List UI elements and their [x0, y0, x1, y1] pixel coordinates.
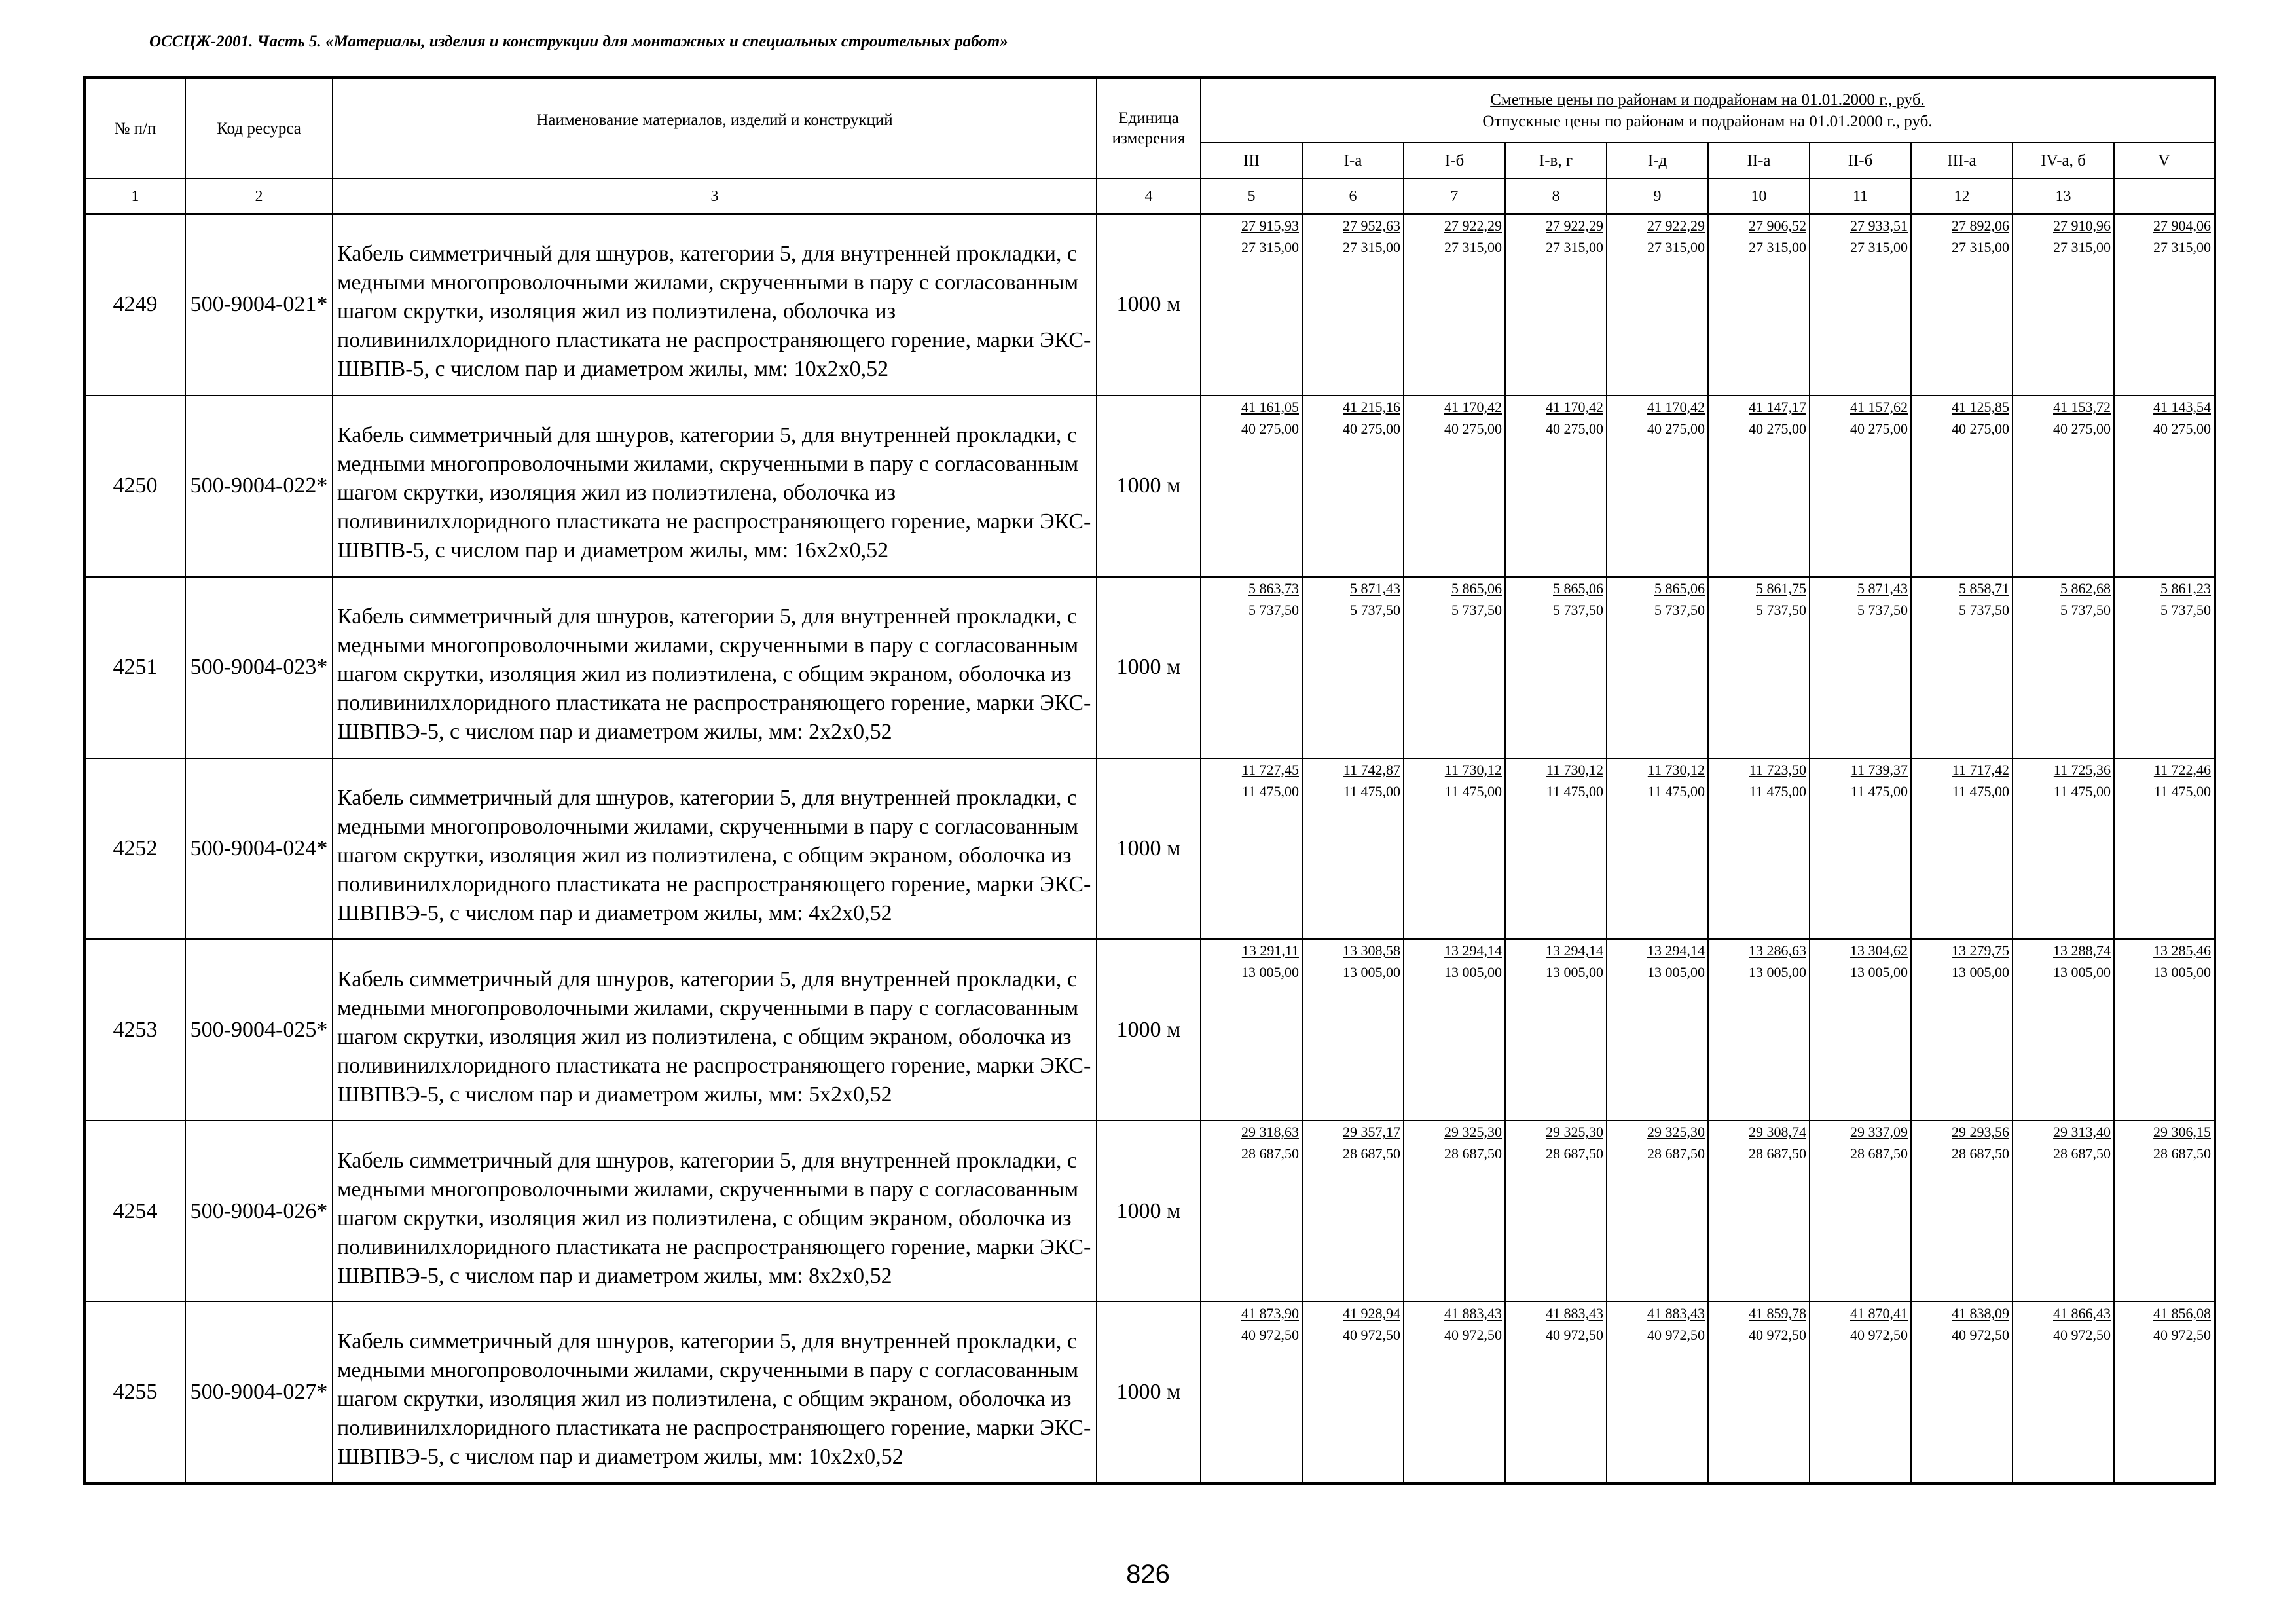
table-body [84, 214, 2215, 1483]
estimate-price: 41 883,43 [1546, 1305, 1603, 1322]
price-cell [1911, 1302, 2013, 1483]
region-header: V [2114, 143, 2215, 179]
item-number: 4255 [84, 1302, 185, 1483]
estimate-price: 13 304,62 [1850, 942, 1908, 959]
release-price: 27 315,00 [1749, 239, 1806, 255]
estimate-price: 13 279,75 [1952, 942, 2009, 959]
price-cell [1201, 758, 1302, 940]
estimate-price: 13 286,63 [1749, 942, 1806, 959]
estimate-price: 5 865,06 [1451, 580, 1502, 597]
estimate-price: 29 357,17 [1343, 1124, 1400, 1141]
estimate-price: 41 170,42 [1546, 398, 1603, 415]
price-cell [1505, 758, 1607, 940]
price-cell [1607, 1120, 1708, 1302]
price-cell [1505, 577, 1607, 758]
estimate-price: 13 288,74 [2053, 942, 2111, 959]
column-number-row [84, 179, 2215, 214]
estimate-price: 5 865,06 [1654, 580, 1705, 597]
release-price: 27 315,00 [1546, 239, 1603, 255]
release-price: 27 315,00 [1241, 239, 1299, 255]
estimate-price: 11 739,37 [1850, 761, 1908, 778]
item-description: Кабель симметричный для шнуров, категории 5, для внутренней прокладки, с медными многопроволочными жилами, скрученными в пару с согласованным шагом скрутки, изоляция жил из полиэтилена, с общим экраном, оболочка из поливинилхлоридного пластиката не распространяющего горение, марки ЭКС-ШВПВЭ-5, с числом пар и диаметром жилы, мм: 2х2х0,52 [333, 577, 1097, 758]
release-price: 28 687,50 [1952, 1145, 2009, 1162]
estimate-price: 27 910,96 [2053, 217, 2111, 234]
item-number: 4250 [84, 396, 185, 577]
estimate-price: 5 861,75 [1756, 580, 1806, 597]
estimate-price: 13 285,46 [2153, 942, 2212, 959]
region-header: III-а [1911, 143, 2013, 179]
price-cell [1911, 1120, 2013, 1302]
region-header: II-б [1810, 143, 1911, 179]
price-cell [2114, 577, 2215, 758]
price-cell [1505, 1302, 1607, 1483]
estimate-price: 41 838,09 [1952, 1305, 2009, 1322]
price-cell [1810, 577, 1911, 758]
release-price: 40 972,50 [1952, 1327, 2009, 1344]
price-cell [1810, 1302, 1911, 1483]
price-cell [1911, 758, 2013, 940]
release-price: 28 687,50 [2153, 1145, 2212, 1162]
table-row [84, 577, 2215, 758]
unit-of-measure: 1000 м [1097, 577, 1201, 758]
unit-of-measure: 1000 м [1097, 1302, 1201, 1483]
page-header: ОССЦЖ-2001. Часть 5. «Материалы, изделия и конструкции для монтажных и специальных строительных работ» [149, 33, 1008, 50]
price-cell [1607, 577, 1708, 758]
column-number: 5 [1201, 179, 1302, 214]
release-price: 13 005,00 [1546, 964, 1603, 981]
price-cell [1708, 214, 1810, 396]
release-price: 5 737,50 [1654, 601, 1705, 618]
estimate-price: 27 922,29 [1444, 217, 1502, 234]
price-cell [1607, 939, 1708, 1120]
price-cell [2013, 939, 2114, 1120]
estimate-price: 27 922,29 [1647, 217, 1705, 234]
estimate-price: 41 883,43 [1444, 1305, 1502, 1322]
table-row [84, 214, 2215, 396]
resource-code: 500-9004-024* [185, 758, 333, 940]
estimate-price: 13 294,14 [1647, 942, 1705, 959]
column-number: 8 [1505, 179, 1607, 214]
price-cell [1302, 1302, 1404, 1483]
item-number: 4251 [84, 577, 185, 758]
release-price: 11 475,00 [1749, 783, 1806, 800]
estimate-price: 41 859,78 [1749, 1305, 1806, 1322]
header-release-prices: Отпускные цены по районам и подрайонам на 01.01.2000 г., руб. [1482, 112, 1933, 130]
release-price: 28 687,50 [1647, 1145, 1705, 1162]
price-cell [1607, 214, 1708, 396]
price-cell [1404, 758, 1505, 940]
estimate-price: 41 856,08 [2153, 1305, 2212, 1322]
estimate-price: 29 318,63 [1241, 1124, 1299, 1141]
header-num: № п/п [84, 77, 185, 179]
release-price: 27 315,00 [1850, 239, 1908, 255]
item-description: Кабель симметричный для шнуров, категории 5, для внутренней прокладки, с медными многопроволочными жилами, скрученными в пару с согласованным шагом скрутки, изоляция жил из полиэтилена, с общим экраном, оболочка из поливинилхлоридного пластиката не распространяющего горение, марки ЭКС-ШВПВЭ-5, с числом пар и диаметром жилы, мм: 4х2х0,52 [333, 758, 1097, 940]
header-code: Код ресурса [185, 77, 333, 179]
estimate-price: 41 866,43 [2053, 1305, 2111, 1322]
price-cell [1810, 396, 1911, 577]
unit-of-measure: 1000 м [1097, 758, 1201, 940]
price-cell [1404, 1302, 1505, 1483]
price-cell [1607, 758, 1708, 940]
column-number: 12 [1911, 179, 2013, 214]
column-number: 11 [1810, 179, 1911, 214]
release-price: 27 315,00 [2153, 239, 2212, 255]
price-cell [1505, 1120, 1607, 1302]
release-price: 5 737,50 [1451, 601, 1502, 618]
release-price: 13 005,00 [1952, 964, 2009, 981]
item-number: 4249 [84, 214, 185, 396]
estimate-price: 41 883,43 [1647, 1305, 1705, 1322]
item-description: Кабель симметричный для шнуров, категории 5, для внутренней прокладки, с медными многопроволочными жилами, скрученными в пару с согласованным шагом скрутки, изоляция жил из полиэтилена, с общим экраном, оболочка из поливинилхлоридного пластиката не распространяющего горение, марки ЭКС-ШВПВЭ-5, с числом пар и диаметром жилы, мм: 5х2х0,52 [333, 939, 1097, 1120]
estimate-price: 11 722,46 [2153, 761, 2212, 778]
release-price: 40 275,00 [1444, 420, 1502, 437]
region-header: I-б [1404, 143, 1505, 179]
region-header: III [1201, 143, 1302, 179]
estimate-price: 41 170,42 [1444, 398, 1502, 415]
price-cell [1505, 396, 1607, 577]
release-price: 40 275,00 [2053, 420, 2111, 437]
table-row [84, 758, 2215, 940]
table-row [84, 1302, 2215, 1483]
resource-code: 500-9004-027* [185, 1302, 333, 1483]
release-price: 5 737,50 [1756, 601, 1806, 618]
release-price: 13 005,00 [1749, 964, 1806, 981]
price-cell [1302, 577, 1404, 758]
price-cell [1302, 758, 1404, 940]
release-price: 27 315,00 [1343, 239, 1400, 255]
region-header: I-в, г [1505, 143, 1607, 179]
release-price: 40 972,50 [1546, 1327, 1603, 1344]
region-header: I-д [1607, 143, 1708, 179]
release-price: 11 475,00 [1343, 783, 1400, 800]
resource-code: 500-9004-025* [185, 939, 333, 1120]
release-price: 40 972,50 [2053, 1327, 2111, 1344]
release-price: 11 475,00 [1546, 783, 1603, 800]
price-cell [1404, 577, 1505, 758]
release-price: 11 475,00 [1241, 783, 1299, 800]
estimate-price: 41 170,42 [1647, 398, 1705, 415]
price-cell [1708, 577, 1810, 758]
item-number: 4253 [84, 939, 185, 1120]
release-price: 40 275,00 [1647, 420, 1705, 437]
page-number: 826 [1126, 1560, 1170, 1589]
estimate-price: 29 306,15 [2153, 1124, 2212, 1141]
estimate-price: 41 215,16 [1343, 398, 1400, 415]
release-price: 40 972,50 [1850, 1327, 1908, 1344]
unit-of-measure: 1000 м [1097, 396, 1201, 577]
estimate-price: 11 717,42 [1952, 761, 2009, 778]
release-price: 27 315,00 [1647, 239, 1705, 255]
column-number: 10 [1708, 179, 1810, 214]
price-cell [1708, 396, 1810, 577]
region-header: II-а [1708, 143, 1810, 179]
release-price: 40 275,00 [2153, 420, 2212, 437]
price-cell [1607, 396, 1708, 577]
estimate-price: 5 862,68 [2060, 580, 2111, 597]
release-price: 11 475,00 [1952, 783, 2009, 800]
resource-code: 500-9004-021* [185, 214, 333, 396]
resource-code: 500-9004-022* [185, 396, 333, 577]
release-price: 5 737,50 [1857, 601, 1908, 618]
estimate-price: 11 730,12 [1647, 761, 1705, 778]
estimate-price: 13 294,14 [1546, 942, 1603, 959]
price-table [83, 76, 2216, 1485]
region-header: I-а [1302, 143, 1404, 179]
table-header [84, 77, 2215, 214]
release-price: 40 275,00 [1952, 420, 2009, 437]
release-price: 5 737,50 [2060, 601, 2111, 618]
release-price: 28 687,50 [1241, 1145, 1299, 1162]
release-price: 40 275,00 [1850, 420, 1908, 437]
column-number: 7 [1404, 179, 1505, 214]
price-cell [1201, 214, 1302, 396]
price-cell [1201, 939, 1302, 1120]
release-price: 5 737,50 [1248, 601, 1299, 618]
price-cell [2114, 1302, 2215, 1483]
release-price: 27 315,00 [1444, 239, 1502, 255]
release-price: 28 687,50 [2053, 1145, 2111, 1162]
release-price: 13 005,00 [1850, 964, 1908, 981]
estimate-price: 11 725,36 [2053, 761, 2111, 778]
release-price: 28 687,50 [1749, 1145, 1806, 1162]
estimate-price: 11 723,50 [1749, 761, 1806, 778]
release-price: 40 972,50 [1241, 1327, 1299, 1344]
price-cell [1708, 939, 1810, 1120]
estimate-price: 13 308,58 [1343, 942, 1400, 959]
release-price: 5 737,50 [2160, 601, 2212, 618]
price-cell [2114, 939, 2215, 1120]
price-cell [1302, 939, 1404, 1120]
price-cell [2013, 1120, 2114, 1302]
release-price: 40 275,00 [1241, 420, 1299, 437]
release-price: 11 475,00 [1850, 783, 1908, 800]
unit-of-measure: 1000 м [1097, 1120, 1201, 1302]
estimate-price: 41 161,05 [1241, 398, 1299, 415]
estimate-price: 27 933,51 [1850, 217, 1908, 234]
price-cell [1911, 214, 2013, 396]
release-price: 13 005,00 [2153, 964, 2212, 981]
release-price: 27 315,00 [1952, 239, 2009, 255]
price-cell [2114, 396, 2215, 577]
release-price: 28 687,50 [1850, 1145, 1908, 1162]
price-cell [2013, 214, 2114, 396]
estimate-price: 29 325,30 [1444, 1124, 1502, 1141]
release-price: 40 972,50 [1444, 1327, 1502, 1344]
item-number: 4254 [84, 1120, 185, 1302]
price-cell [1302, 214, 1404, 396]
price-cell [2114, 214, 2215, 396]
item-description: Кабель симметричный для шнуров, категории 5, для внутренней прокладки, с медными многопроволочными жилами, скрученными в пару с согласованным шагом скрутки, изоляция жил из полиэтилена, с общим экраном, оболочка из поливинилхлоридного пластиката не распространяющего горение, марки ЭКС-ШВПВЭ-5, с числом пар и диаметром жилы, мм: 10х2х0,52 [333, 1302, 1097, 1483]
estimate-price: 27 906,52 [1749, 217, 1806, 234]
column-number: 1 [84, 179, 185, 214]
price-cell [1708, 1120, 1810, 1302]
header-unit: Единица измерения [1097, 77, 1201, 179]
estimate-price: 29 308,74 [1749, 1124, 1806, 1141]
estimate-price: 41 873,90 [1241, 1305, 1299, 1322]
price-cell [1505, 214, 1607, 396]
estimate-price: 41 928,94 [1343, 1305, 1400, 1322]
price-cell [1404, 939, 1505, 1120]
estimate-price: 5 861,23 [2160, 580, 2212, 597]
price-cell [1404, 396, 1505, 577]
price-cell [1404, 214, 1505, 396]
table-row [84, 396, 2215, 577]
release-price: 13 005,00 [2053, 964, 2111, 981]
estimate-price: 41 153,72 [2053, 398, 2111, 415]
release-price: 40 972,50 [1749, 1327, 1806, 1344]
unit-of-measure: 1000 м [1097, 214, 1201, 396]
item-number: 4252 [84, 758, 185, 940]
release-price: 11 475,00 [1444, 783, 1502, 800]
price-cell [1302, 1120, 1404, 1302]
estimate-price: 11 730,12 [1546, 761, 1603, 778]
release-price: 13 005,00 [1444, 964, 1502, 981]
column-number: 13 [2013, 179, 2114, 214]
price-cell [2013, 396, 2114, 577]
header-estimate-prices: Сметные цены по районам и подрайонам на 01.01.2000 г., руб. [1490, 90, 1925, 109]
release-price: 5 737,50 [1553, 601, 1603, 618]
price-cell [1708, 758, 1810, 940]
estimate-price: 5 863,73 [1248, 580, 1299, 597]
estimate-price: 5 858,71 [1959, 580, 2009, 597]
price-cell [2013, 577, 2114, 758]
release-price: 40 275,00 [1546, 420, 1603, 437]
price-cell [1404, 1120, 1505, 1302]
item-description: Кабель симметричный для шнуров, категории 5, для внутренней прокладки, с медными многопроволочными жилами, скрученными в пару с согласованным шагом скрутки, изоляция жил из полиэтилена, с общим экраном, оболочка из поливинилхлоридного пластиката не распространяющего горение, марки ЭКС-ШВПВЭ-5, с числом пар и диаметром жилы, мм: 8х2х0,52 [333, 1120, 1097, 1302]
release-price: 40 972,50 [2153, 1327, 2212, 1344]
estimate-price: 29 293,56 [1952, 1124, 2009, 1141]
release-price: 13 005,00 [1343, 964, 1400, 981]
price-cell [1810, 214, 1911, 396]
estimate-price: 29 337,09 [1850, 1124, 1908, 1141]
price-cell [1911, 577, 2013, 758]
release-price: 11 475,00 [2153, 783, 2212, 800]
resource-code: 500-9004-023* [185, 577, 333, 758]
release-price: 11 475,00 [1647, 783, 1705, 800]
release-price: 28 687,50 [1343, 1145, 1400, 1162]
release-price: 40 972,50 [1647, 1327, 1705, 1344]
estimate-price: 41 870,41 [1850, 1305, 1908, 1322]
price-cell [2114, 758, 2215, 940]
release-price: 13 005,00 [1647, 964, 1705, 981]
price-cell [1911, 396, 2013, 577]
column-number: 3 [333, 179, 1097, 214]
price-cell [1810, 758, 1911, 940]
price-cell [1607, 1302, 1708, 1483]
column-number: 2 [185, 179, 333, 214]
column-number: 9 [1607, 179, 1708, 214]
estimate-price: 5 865,06 [1553, 580, 1603, 597]
estimate-price: 13 294,14 [1444, 942, 1502, 959]
estimate-price: 27 922,29 [1546, 217, 1603, 234]
estimate-price: 11 730,12 [1444, 761, 1502, 778]
price-cell [1201, 1120, 1302, 1302]
estimate-price: 27 952,63 [1343, 217, 1400, 234]
header-name: Наименование материалов, изделий и конструкций [333, 77, 1097, 179]
price-cell [1201, 577, 1302, 758]
price-cell [2114, 1120, 2215, 1302]
price-cell [1505, 939, 1607, 1120]
price-cell [1708, 1302, 1810, 1483]
estimate-price: 41 143,54 [2153, 398, 2212, 415]
column-number: 6 [1302, 179, 1404, 214]
price-cell [1302, 396, 1404, 577]
price-cell [1810, 1120, 1911, 1302]
release-price: 40 275,00 [1749, 420, 1806, 437]
estimate-price: 29 313,40 [2053, 1124, 2111, 1141]
estimate-price: 5 871,43 [1350, 580, 1400, 597]
release-price: 28 687,50 [1444, 1145, 1502, 1162]
release-price: 27 315,00 [2053, 239, 2111, 255]
estimate-price: 29 325,30 [1546, 1124, 1603, 1141]
estimate-price: 5 871,43 [1857, 580, 1908, 597]
estimate-price: 27 892,06 [1952, 217, 2009, 234]
header-prices [1201, 77, 2215, 143]
price-cell [2013, 758, 2114, 940]
estimate-price: 13 291,11 [1241, 942, 1299, 959]
estimate-price: 27 915,93 [1241, 217, 1299, 234]
resource-code: 500-9004-026* [185, 1120, 333, 1302]
column-number: 4 [1097, 179, 1201, 214]
release-price: 5 737,50 [1350, 601, 1400, 618]
release-price: 11 475,00 [2053, 783, 2111, 800]
price-cell [2013, 1302, 2114, 1483]
item-description: Кабель симметричный для шнуров, категории 5, для внутренней прокладки, с медными многопроволочными жилами, скрученными в пару с согласованным шагом скрутки, изоляция жил из полиэтилена, оболочка из поливинилхлоридного пластиката не распространяющего горение, марки ЭКС-ШВПВ-5, с числом пар и диаметром жилы, мм: 10х2х0,52 [333, 214, 1097, 396]
estimate-price: 41 157,62 [1850, 398, 1908, 415]
estimate-price: 11 727,45 [1241, 761, 1299, 778]
price-cell [1201, 396, 1302, 577]
estimate-price: 11 742,87 [1343, 761, 1400, 778]
release-price: 5 737,50 [1959, 601, 2009, 618]
region-header: IV-а, б [2013, 143, 2114, 179]
estimate-price: 41 125,85 [1952, 398, 2009, 415]
release-price: 40 275,00 [1343, 420, 1400, 437]
price-cell [1201, 1302, 1302, 1483]
table-row [84, 1120, 2215, 1302]
estimate-price: 41 147,17 [1749, 398, 1806, 415]
release-price: 13 005,00 [1241, 964, 1299, 981]
table-row [84, 939, 2215, 1120]
item-description: Кабель симметричный для шнуров, категории 5, для внутренней прокладки, с медными многопроволочными жилами, скрученными в пару с согласованным шагом скрутки, изоляция жил из полиэтилена, оболочка из поливинилхлоридного пластиката не распространяющего горение, марки ЭКС-ШВПВ-5, с числом пар и диаметром жилы, мм: 16х2х0,52 [333, 396, 1097, 577]
estimate-price: 29 325,30 [1647, 1124, 1705, 1141]
release-price: 28 687,50 [1546, 1145, 1603, 1162]
unit-of-measure: 1000 м [1097, 939, 1201, 1120]
estimate-price: 27 904,06 [2153, 217, 2212, 234]
release-price: 40 972,50 [1343, 1327, 1400, 1344]
price-cell [1911, 939, 2013, 1120]
price-cell [1810, 939, 1911, 1120]
